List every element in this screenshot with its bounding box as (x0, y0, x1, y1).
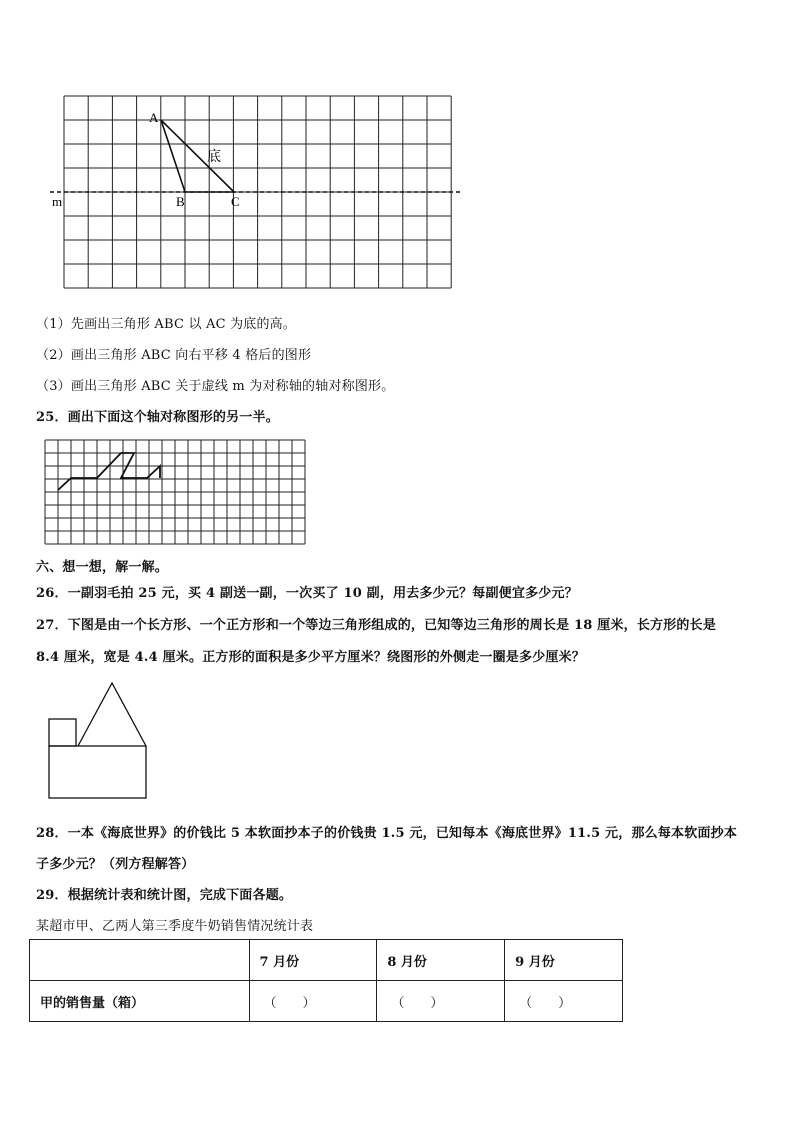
label-c: C (231, 194, 240, 209)
rectangle-shape (49, 746, 146, 798)
table-cell-blank[interactable]: （ ） (249, 981, 377, 1022)
table-header-row (30, 940, 623, 981)
table-title: 某超市甲、乙两人第三季度牛奶销售情况统计表 (36, 919, 314, 934)
q24-part3: （3）画出三角形 ABC 关于虚线 m 为对称轴的轴对称图形。 (36, 379, 395, 394)
table-header-cell (30, 940, 250, 981)
label-m: m (52, 194, 63, 209)
q29-text: 29．根据统计表和统计图，完成下面各题。 (36, 888, 293, 903)
table-cell-blank[interactable]: （ ） (377, 981, 505, 1022)
label-base: 底 (207, 149, 221, 165)
q24-part1: （1）先画出三角形 ABC 以 AC 为底的高。 (36, 317, 297, 332)
table-row-label: 甲的销售量（箱） (30, 981, 250, 1022)
q24-part2: （2）画出三角形 ABC 向右平移 4 格后的图形 (36, 348, 312, 363)
label-b: B (176, 194, 185, 209)
sales-statistics-table (29, 939, 623, 1022)
table-header-cell: 7 月份 (249, 940, 377, 981)
q28-text-line2: 子多少元？（列方程解答） (36, 857, 195, 872)
table-row (30, 981, 623, 1022)
table-header-cell: 9 月份 (505, 940, 623, 981)
square-shape (49, 719, 76, 746)
section-6-heading: 六、想一想，解一解。 (36, 560, 169, 575)
q27-text-line2: 8.4 厘米，宽是 4.4 厘米。正方形的面积是多少平方厘米？绕图形的外侧走一圈是多少厘米？ (36, 650, 586, 665)
table-cell-blank[interactable]: （ ） (505, 981, 623, 1022)
q25-text: 25．画出下面这个轴对称图形的另一半。 (36, 410, 279, 425)
q28-text-line1: 28．一本《海底世界》的价钱比 5 本软面抄本子的价钱贵 1.5 元，已知每本《海底世界》11.5 元，那么每本软面抄本 (36, 826, 738, 841)
label-a: A (149, 110, 159, 125)
equilateral-triangle-shape (78, 683, 146, 746)
table-header-cell: 8 月份 (377, 940, 505, 981)
q26-text: 26．一副羽毛拍 25 元，买 4 副送一副，一次买了 10 副，用去多少元？每副便宜多少元？ (36, 586, 578, 601)
q27-text-line1: 27．下图是由一个长方形、一个正方形和一个等边三角形组成的，已知等边三角形的周长是 18 厘米，长方形的长是 (36, 618, 717, 633)
